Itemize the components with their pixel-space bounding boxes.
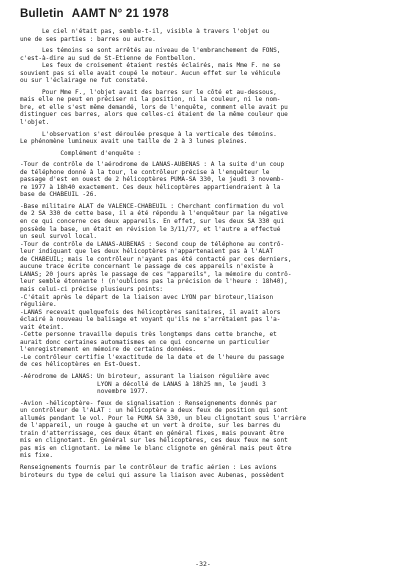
text-line: bre, et elle s'est même demandé, lors de l'enquête, comment elle avait pu [20, 103, 288, 111]
text-line: vait éteint. [20, 323, 65, 331]
text-line: LYON a décollé de LANAS à 18h25 mn, le jeudi 3 [20, 380, 266, 388]
text-line: Les feux de croisement étaient restés éclairés, mais Mme F. ne se [20, 62, 281, 70]
text-line: base de CHABEUIL -26. [20, 191, 98, 199]
paragraph [20, 161, 394, 199]
text-line: l'objet. [20, 119, 50, 127]
paragraph [20, 28, 394, 43]
text-line: LANAS; 20 jours après le passage de ces "appareils", la mémoire du contrô- [20, 270, 292, 278]
text-line: de 2 SA 330 de cette base, il a été répondu à l'enquêteur par la négative [20, 210, 288, 218]
text-line: biroteurs du type de celui qui assure la liaison avec Aubenas, possèdent [20, 471, 285, 479]
text-line: mis fixe. [20, 452, 54, 460]
text-line: -C'était après le départ de la liaison avec LYON par biroteur,liaison [20, 293, 274, 301]
text-line: éclairé à nouveau le balisage et voyant qu'ils ne s'arrêtaient pas l'a- [20, 316, 281, 324]
text-line: Pour Mme F., l'objet avait des barres sur le côté et au-dessous, [20, 88, 277, 96]
text-line: ou sur l'éclairage ne fut constaté. [20, 77, 149, 85]
text-line: Complément d'enquête : [20, 149, 142, 157]
paragraph [20, 400, 394, 460]
text-line: -LANAS recevait quelquefois des hélicoptères sanitaires, il avait alors [20, 308, 281, 316]
text-line: pas mis en clignotant. Le même le blanc clignote en général mais peut être [20, 444, 292, 452]
text-line: -Avion -hélicoptère- feux de signalisation : Renseignements donnés par [20, 399, 277, 407]
paragraph [20, 89, 394, 127]
text-line: de CHABEUIL; mais le contrôleur n'ayant pas été contacté par ces derniers, [20, 255, 292, 263]
text-line: train d'atterrissage, ces deux étant en général fixes, mais pouvant être [20, 429, 285, 437]
publication-number: AAMT N° 21 1978 [71, 8, 169, 20]
text-line: aucune trace écrite concernant le passage de ces appareils n'existe à [20, 263, 274, 271]
text-line: Les témoins se sont arrêtés au niveau de l'embranchement de FONS, [20, 47, 281, 55]
document-body [20, 28, 394, 479]
paragraph [20, 203, 394, 369]
text-line: -Tour de contrôle de LANAS-AUBENAS : Second coup de téléphone au contrô- [20, 240, 285, 248]
text-line: -Aérodrome de LANAS: Un biroteur, assurant la liaison régulière avec [20, 372, 270, 380]
text-line: Le ciel n'était pas, semble-t-il, visible à travers l'objet ou [20, 28, 270, 35]
text-line: en ce qui concerne ces deux appareils. En effet, sur les deux SA 330 qui [20, 218, 285, 226]
text-line: leur indiquant que les deux hélicoptères n'appartenaient pas à l'ALAT [20, 248, 274, 256]
text-line: novembre 1977. [20, 388, 149, 396]
bulletin-header [20, 8, 169, 20]
text-line: l'enregistrement en mémoire de certains données. [20, 346, 197, 354]
text-line: c'est-à-dire au sud de St-Etienne de Fontbellon. [20, 54, 197, 62]
text-line: distinguer ces barres, alors que celles-ci étaient de la même couleur que [20, 111, 288, 119]
paragraph [20, 131, 394, 146]
page-number: -32- [195, 560, 211, 568]
text-line: Le phénomène lumineux avait une taille de 2 à 3 lunes pleines. [20, 138, 248, 146]
text-line: mis en clignotant. En général sur les hélicoptères, ces deux feux ne sont [20, 437, 288, 445]
paragraph [20, 373, 394, 396]
text-line: possède la base, un était en révision le 3/11/77, et l'autre a effectué [20, 225, 281, 233]
paragraph [20, 150, 394, 158]
text-line: un contrôleur de l'ALAT : un hélicoptère a deux feux de position qui sont [20, 407, 288, 415]
text-line: -Cette personne travaille depuis très longtemps dans cette branche, et [20, 331, 277, 339]
text-line: L'observation s'est déroulée presque à la verticale des témoins. [20, 130, 277, 138]
text-line: re 1977 à 18h40 exactement. Ces deux hélicoptères appartiendraient à la [20, 183, 281, 191]
text-line: de ces hélicoptères en Est-Ouest. [20, 361, 142, 369]
text-line: -Le contrôleur certifie l'exactitude de la date et de l'heure du passage [20, 353, 285, 361]
text-line: -Tour de contrôle de l'aérodrome de LANAS-AUBENAS : A la suite d'un coup [20, 161, 285, 169]
text-line: de téléphone donné à la tour, le contrôleur précise à l'enquêteur le [20, 168, 270, 176]
text-line: Renseignements fournis par le contrôleur de trafic aérien : Les avions [20, 463, 277, 471]
text-line: leur semble étonnante ! (n'oublions pas la précision de l'heure : 18h40), [20, 278, 288, 286]
text-line: allumés pendant le vol. Pour le PUMA SA 330, un bleu clignotant sous l'arrière [20, 414, 307, 422]
text-line: souvient pas si elle avait coupé le moteur. Aucun effet sur le véhicule [20, 69, 281, 77]
text-line: mais celui-ci précise plusieurs points: [20, 285, 164, 293]
text-line: un seul survol local. [20, 233, 98, 241]
text-line: mais elle ne peut en préciser ni la position, ni la couleur, ni le nom- [20, 96, 281, 104]
text-line: une de ses parties : barres ou autre. [20, 35, 156, 43]
text-line: de l'appareil, un rouge à gauche et un vert à droite, sur les barres du [20, 422, 281, 430]
bulletin-title: Bulletin [20, 8, 64, 20]
text-line: -Base militaire ALAT de VALENCE-CHABEUIL : Cherchant confirmation du vol [20, 202, 285, 210]
paragraph [20, 464, 394, 479]
text-line: aurait donc certaines automatismes en ce qui concerne un particulier [20, 338, 270, 346]
text-line: régulière. [20, 301, 57, 309]
text-line: passage d'est en ouest de 2 hélicoptères PUMA-SA 330, le jeudi 3 novemb- [20, 176, 285, 184]
paragraph [20, 47, 394, 85]
